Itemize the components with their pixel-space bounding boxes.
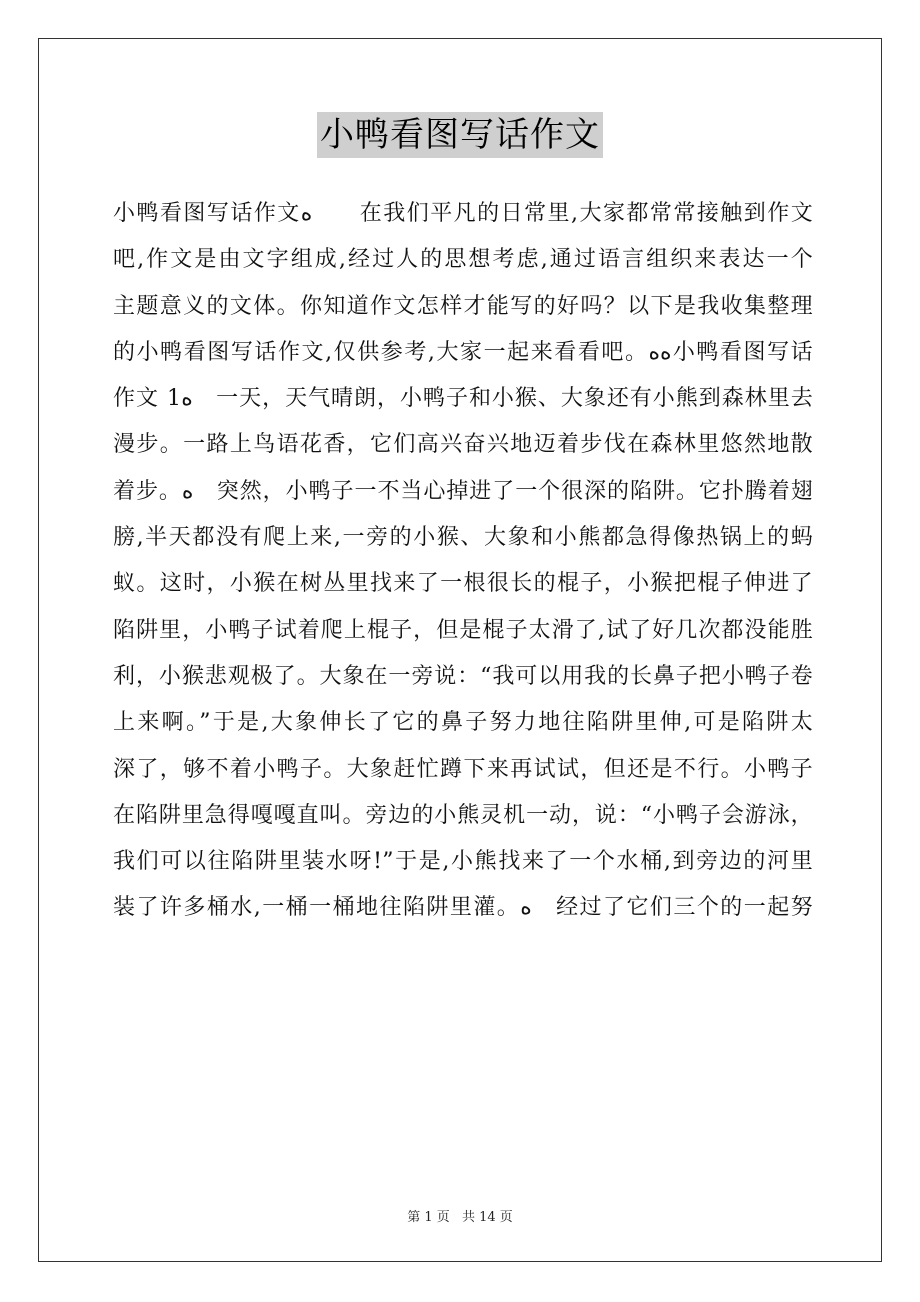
body-line: 主题意义的文体。你知道作文怎样才能写的好吗？以下是我收集整理 [113, 293, 813, 319]
body-line: 着步。ﻩ 突然，小鸭子一不当心掉进了一个很深的陷阱。它扑腾着翅 [113, 478, 813, 504]
body-line: 利，小猴悲观极了。大象在一旁说：“我可以用我的长鼻子把小鸭子卷 [113, 663, 813, 689]
body-line: 吧,作文是由文字组成,经过人的思想考虑,通过语言组织来表达一个 [113, 247, 813, 273]
body-line: 漫步。一路上鸟语花香，它们高兴奋兴地迈着步伐在森林里悠然地散 [113, 432, 813, 458]
body-line: 小鸭看图写话作文ﻩ 在我们平凡的日常里,大家都常常接触到作文 [113, 201, 813, 226]
title-container [0, 112, 920, 158]
body-line: 深了，够不着小鸭子。大象赶忙蹲下来再试试，但还是不行。小鸭子 [113, 756, 813, 782]
body-line: 我们可以往陷阱里装水呀!”于是,小熊找来了一个水桶,到旁边的河里 [113, 849, 813, 875]
body-line: 的小鸭看图写话作文,仅供参考,大家一起来看看吧。ﻩﻩ小鸭看图写话 [113, 339, 813, 365]
body-line: 作文 1ﻩ 一天，天气晴朗，小鸭子和小猴、大象还有小熊到森林里去 [113, 386, 813, 412]
body-line: 装了许多桶水,一桶一桶地往陷阱里灌。ﻩ 经过了它们三个的一起努 [113, 895, 813, 921]
page-footer [0, 1206, 920, 1225]
body-line: 在陷阱里急得嘎嘎直叫。旁边的小熊灵机一动，说：“小鸭子会游泳， [113, 802, 813, 828]
page-number: 第 1 页 [407, 1210, 450, 1225]
body-line: 上来啊。”于是,大象伸长了它的鼻子努力地往陷阱里伸,可是陷阱太 [113, 710, 813, 736]
body-line: 陷阱里，小鸭子试着爬上棍子，但是棍子太滑了,试了好几次都没能胜 [113, 617, 813, 643]
body-line: 膀,半天都没有爬上来,一旁的小猴、大象和小熊都急得像热锅上的蚂 [113, 525, 813, 551]
document-title: 小鸭看图写话作文 [317, 112, 603, 158]
page-total: 共 14 页 [461, 1210, 513, 1225]
document-body [113, 191, 813, 932]
body-line: 蚁。这时，小猴在树丛里找来了一根很长的棍子，小猴把棍子伸进了 [113, 571, 813, 597]
